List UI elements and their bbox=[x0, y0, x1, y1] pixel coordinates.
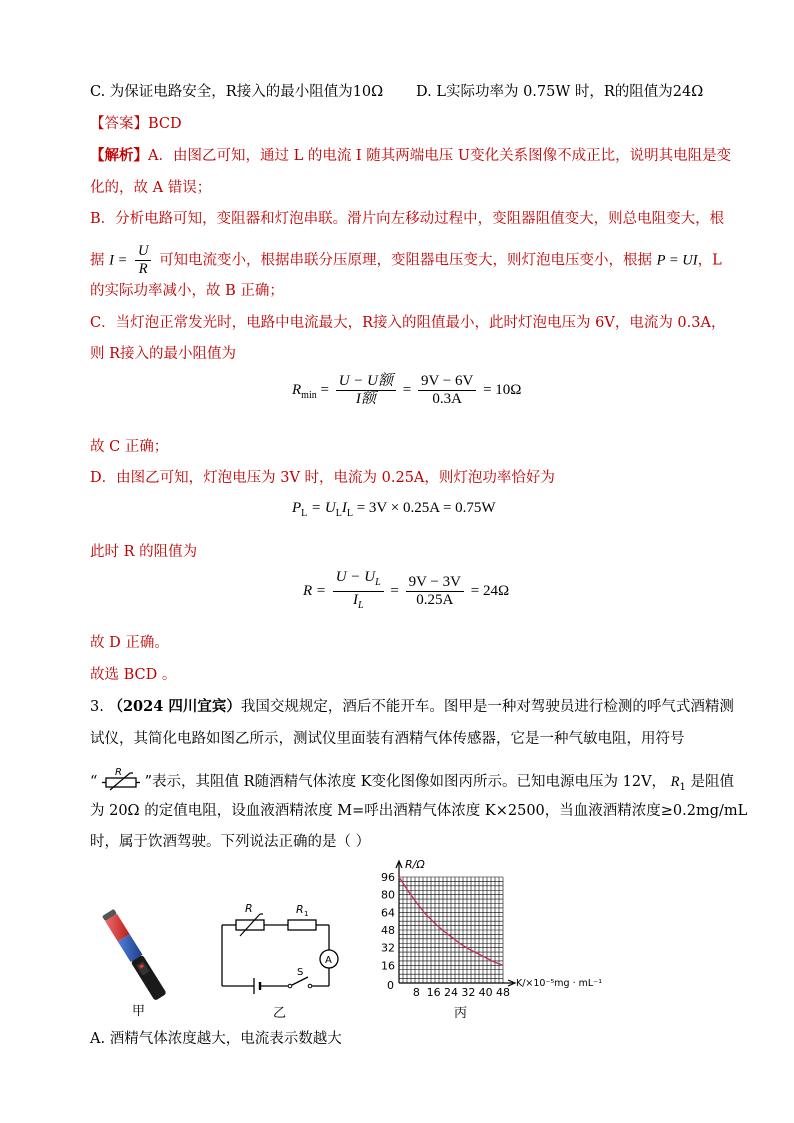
option-a: A. 酒精气体浓度越大，电流表示数越大 bbox=[90, 1031, 342, 1047]
circuit-diagram bbox=[212, 895, 352, 1005]
eq-d2-num: $U - U_L$ bbox=[333, 569, 384, 592]
y-tick-label: 16 bbox=[381, 959, 395, 973]
formula-p-ui: P = UI bbox=[656, 252, 698, 269]
q3-l3-tail: 是阻值 bbox=[690, 774, 735, 790]
x-tick-label: 32 bbox=[461, 986, 476, 999]
circuit-r-label: R bbox=[245, 902, 253, 915]
x-tick-label: 40 bbox=[478, 986, 493, 999]
analysis-a2: 化的，故 A 错误； bbox=[90, 180, 212, 196]
x-tick-label: 16 bbox=[426, 986, 441, 999]
b2-post: ，L bbox=[697, 252, 722, 269]
analysis-final: 故选 BCD 。 bbox=[90, 667, 177, 683]
question3-line5: 时，属于饮酒驾驶。下列说法正确的是（ ） bbox=[90, 834, 371, 850]
chart-axes bbox=[396, 861, 515, 986]
eq-c-num: U − U额 bbox=[336, 373, 396, 391]
equation-r-min: $R_{min}$ = $\frac{\text{U − U额}}{\text{I额}}$ = $\frac{9V - 6V}{0.3A}$ = 10Ω bbox=[292, 373, 522, 407]
eq-d2-den: $I_L$ bbox=[352, 592, 364, 611]
analysis-c3: 故 C 正确； bbox=[90, 439, 169, 455]
figure-yi-label: 乙 bbox=[273, 1006, 287, 1021]
chart-origin-label: 0 bbox=[387, 979, 394, 992]
eq-d1-u: = U bbox=[311, 500, 336, 516]
analysis-c2: 则 R接入的最小阻值为 bbox=[90, 346, 237, 362]
chart-ylabel: R/Ω bbox=[405, 858, 425, 871]
analysis-b1: B．分析电路可知，变阻器和灯泡串联。滑片向左移动过程中，变阻器阻值变大，则总电阻变大，根 bbox=[90, 211, 725, 227]
q3-number: 3. bbox=[90, 699, 104, 715]
eq-c-frac2 bbox=[418, 373, 476, 408]
analysis-label: 【解析】 bbox=[90, 147, 148, 164]
eq-d2-den2: 0.25A bbox=[416, 592, 454, 608]
analysis-d3: 故 D 正确。 bbox=[90, 635, 169, 651]
eq-c-lhs: R bbox=[292, 381, 302, 398]
eq-d1-p: P bbox=[292, 500, 302, 516]
answer-value: BCD bbox=[148, 116, 182, 132]
formula-i-lhs: I = bbox=[109, 252, 128, 269]
question3-line3 bbox=[90, 766, 734, 798]
eq-c-frac1 bbox=[336, 373, 396, 408]
switch-icon bbox=[288, 984, 292, 988]
y-tick-label: 64 bbox=[381, 906, 395, 920]
eq-d1-i: I bbox=[341, 500, 347, 516]
formula-u-over-r bbox=[135, 243, 151, 278]
equation-p-l: $P_L = U_LI_L = 3V \times 0.25A = 0.75W$ bbox=[292, 500, 496, 519]
analysis-b3: 的实际功率减小，故 B 正确； bbox=[90, 283, 284, 299]
b2-mid: 可知电流变小，根据串联分压原理，变阻器电压变大，则灯泡电压变小，根据 bbox=[159, 252, 653, 269]
frac-num-u: U bbox=[135, 243, 151, 261]
eq-c-lhs-sub: min bbox=[301, 389, 317, 401]
q3-source: （2024 四川宜宾） bbox=[108, 698, 241, 715]
chart-grid bbox=[399, 877, 503, 983]
eq-d2-num2: 9V − 3V bbox=[406, 574, 464, 592]
x-tick-label: 24 bbox=[444, 986, 458, 999]
eq-d2-num-text: U − U bbox=[335, 569, 376, 585]
answer-label: 【答案】 bbox=[90, 116, 148, 132]
q3-r1-sub: 1 bbox=[679, 781, 686, 793]
b2-pre: 据 bbox=[90, 252, 105, 269]
eq-d2-lhs: R = bbox=[303, 582, 327, 599]
eq-d2-frac2 bbox=[406, 574, 464, 609]
figure-bing-label: 丙 bbox=[454, 1006, 468, 1021]
q3-l3-pre: “ bbox=[90, 774, 98, 790]
y-tick-label: 32 bbox=[381, 941, 395, 955]
analysis-c1: C．当灯泡正常发光时，电路中电流最大，R接入的阻值最小，此时灯泡电压为 6V，电流为 0.3A， bbox=[90, 315, 726, 331]
eq-d2-frac1 bbox=[333, 569, 384, 614]
eq-d1-tail: = 3V × 0.25A = 0.75W bbox=[356, 500, 496, 516]
symbol-r-label: R bbox=[115, 767, 122, 778]
circuit-r1-label: R bbox=[296, 903, 304, 916]
figure-jia-label: 甲 bbox=[132, 1004, 146, 1019]
analysis-b2 bbox=[90, 243, 722, 278]
frac-den-r: R bbox=[138, 261, 148, 277]
question3-line4: 为 20Ω 的定值电阻，设血液酒精浓度 M=呼出酒精气体浓度 K×2500，当血液酒精浓度≥0.2mg/mL bbox=[90, 803, 748, 819]
eq-c-num2: 9V − 6V bbox=[418, 373, 476, 391]
eq-c-result: = 10Ω bbox=[483, 381, 522, 398]
option-c: C. 为保证电路安全，R接入的最小阻值为10Ω bbox=[90, 84, 384, 100]
circuit-ammeter-label: A bbox=[325, 955, 332, 966]
y-tick-label: 48 bbox=[381, 924, 395, 937]
gas-resistor-symbol-icon bbox=[102, 766, 140, 792]
resistance-concentration-chart bbox=[365, 855, 635, 1005]
question3-line1 bbox=[90, 697, 734, 717]
equation-r-24: R = $\frac{U - U_L}{I_L}$ = $\frac{9V - 3V}{0.25A}$ = 24Ω bbox=[303, 569, 509, 614]
y-tick-label: 96 bbox=[381, 871, 395, 884]
analysis-d1: D．由图乙可知，灯泡电压为 3V 时，电流为 0.25A，则灯泡功率恰好为 bbox=[90, 470, 555, 486]
eq-d2-den-text: I bbox=[352, 592, 358, 608]
y-tick-label: 80 bbox=[381, 888, 395, 902]
analysis-d2: 此时 R 的阻值为 bbox=[90, 544, 198, 560]
circuit-switch-label: S bbox=[297, 967, 304, 978]
q3-l3-post: ”表示，其阻值 R随酒精气体浓度 K变化图像如图丙所示。已知电源电压为 12V， bbox=[144, 774, 667, 790]
question3-line2: 试仪，其简化电路如图乙所示，测试仪里面装有酒精气体传感器，它是一种气敏电阻，用符号 bbox=[90, 731, 685, 747]
circuit-r1-sub: 1 bbox=[304, 910, 309, 918]
eq-d2-result: = 24Ω bbox=[470, 582, 510, 599]
option-d: D. L实际功率为 0.75W 时，R的阻值为24Ω bbox=[416, 84, 704, 100]
q3-l1: 我国交规规定，酒后不能开车。图甲是一种对驾驶员进行检测的呼气式酒精测 bbox=[240, 699, 734, 715]
analysis-a-line1 bbox=[90, 146, 731, 166]
q3-r1: R bbox=[670, 774, 680, 790]
answer-line bbox=[90, 114, 182, 134]
analysis-a1: A．由图乙可知，通过 L 的电流 I 随其两端电压 U变化关系图像不成正比，说明其电阻是变 bbox=[148, 148, 732, 164]
x-tick-label: 48 bbox=[496, 986, 510, 999]
x-tick-label: 8 bbox=[412, 986, 420, 999]
fixed-resistor-r1 bbox=[288, 920, 316, 930]
eq-c-den2: 0.3A bbox=[432, 391, 462, 407]
chart-xlabel: K/×10⁻⁵mg · mL⁻¹ bbox=[516, 978, 603, 989]
breathalyzer-device-image bbox=[88, 905, 188, 1015]
eq-c-den: I额 bbox=[355, 391, 376, 407]
